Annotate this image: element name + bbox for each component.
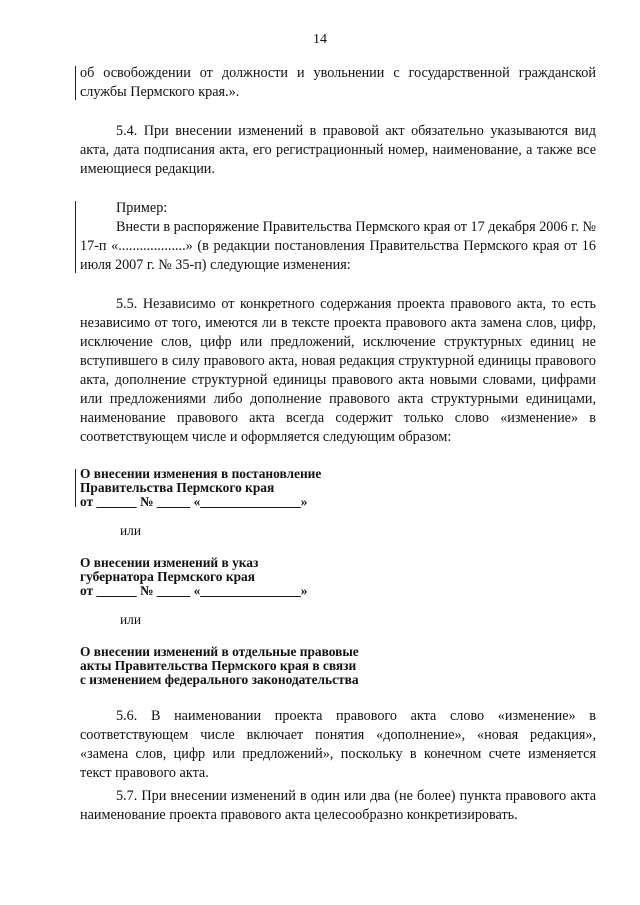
paragraph-5-7: 5.7. При внесении изменений в один или два (не более) пункта правового акта наименование проекта правового акта целесообразно конкретизировать. — [80, 788, 596, 823]
page-number: 14 — [313, 32, 327, 47]
example-text: Внести в распоряжение Правительства Пермского края от 17 декабря 2006 г. № 17-п «...................» (в редакции постановления Правительства Пермского края от 16 июля 2007 г. № 35-п) следующие изменения: — [80, 219, 596, 273]
paragraph-5-5: 5.5. Независимо от конкретного содержания проекта правового акта, то есть независимо от того, имеются ли в тексте проекта правового акта замена слов, цифр, исключение слов, цифр или предложений, исключение структурных единиц не вступившего в силу правового акта, новая редакция структурной единицы правового акта, дополнение структурной единицы правового акта новыми словами, цифрами или предложениями либо дополнение правового акта структурными единицами, наименование правового акта всегда содержит только слово «изменение» в соответствующем числе и оформляется следующим образом: — [80, 296, 596, 445]
title-example-3-line-2: акты Правительства Пермского края в связи — [80, 658, 357, 673]
example-label: Пример: — [116, 200, 168, 216]
title-example-2-line-1: О внесении изменений в указ — [80, 555, 259, 570]
title-example-1 — [80, 467, 596, 509]
title-example-1-line-2: Правительства Пермского края — [80, 480, 275, 495]
document-body — [80, 64, 596, 825]
paragraph-5-6: 5.6. В наименовании проекта правового акта слово «изменение» в соответствующем числе включает понятия «дополнение», «новая редакция», «замена слов, цифр или предложений», поскольку в конечном счете изменяется текст правового акта. — [80, 708, 596, 781]
title-example-2-line-2: губернатора Пермского края — [80, 569, 255, 584]
or-separator-1: или — [120, 523, 142, 538]
title-example-2 — [80, 556, 596, 598]
title-example-1-line-1: О внесении изменения в постановление — [80, 466, 322, 481]
or-separator-2: или — [120, 612, 142, 627]
title-example-3 — [80, 645, 596, 687]
example-block — [80, 199, 596, 275]
paragraph-intro: об освобождении от должности и увольнении с государственной гражданской службы Пермского края.». — [80, 65, 596, 100]
paragraph-5-4: 5.4. При внесении изменений в правовой акт обязательно указываются вид акта, дата подписания акта, его регистрационный номер, наименование, а также все имеющиеся редакции. — [80, 123, 596, 177]
title-example-3-line-1: О внесении изменений в отдельные правовые — [80, 644, 359, 659]
title-example-3-line-3: с изменением федерального законодательства — [80, 672, 359, 687]
title-example-2-line-3: от ______ № _____ «_______________» — [80, 583, 308, 598]
title-example-1-line-3: от ______ № _____ «_______________» — [80, 494, 308, 509]
